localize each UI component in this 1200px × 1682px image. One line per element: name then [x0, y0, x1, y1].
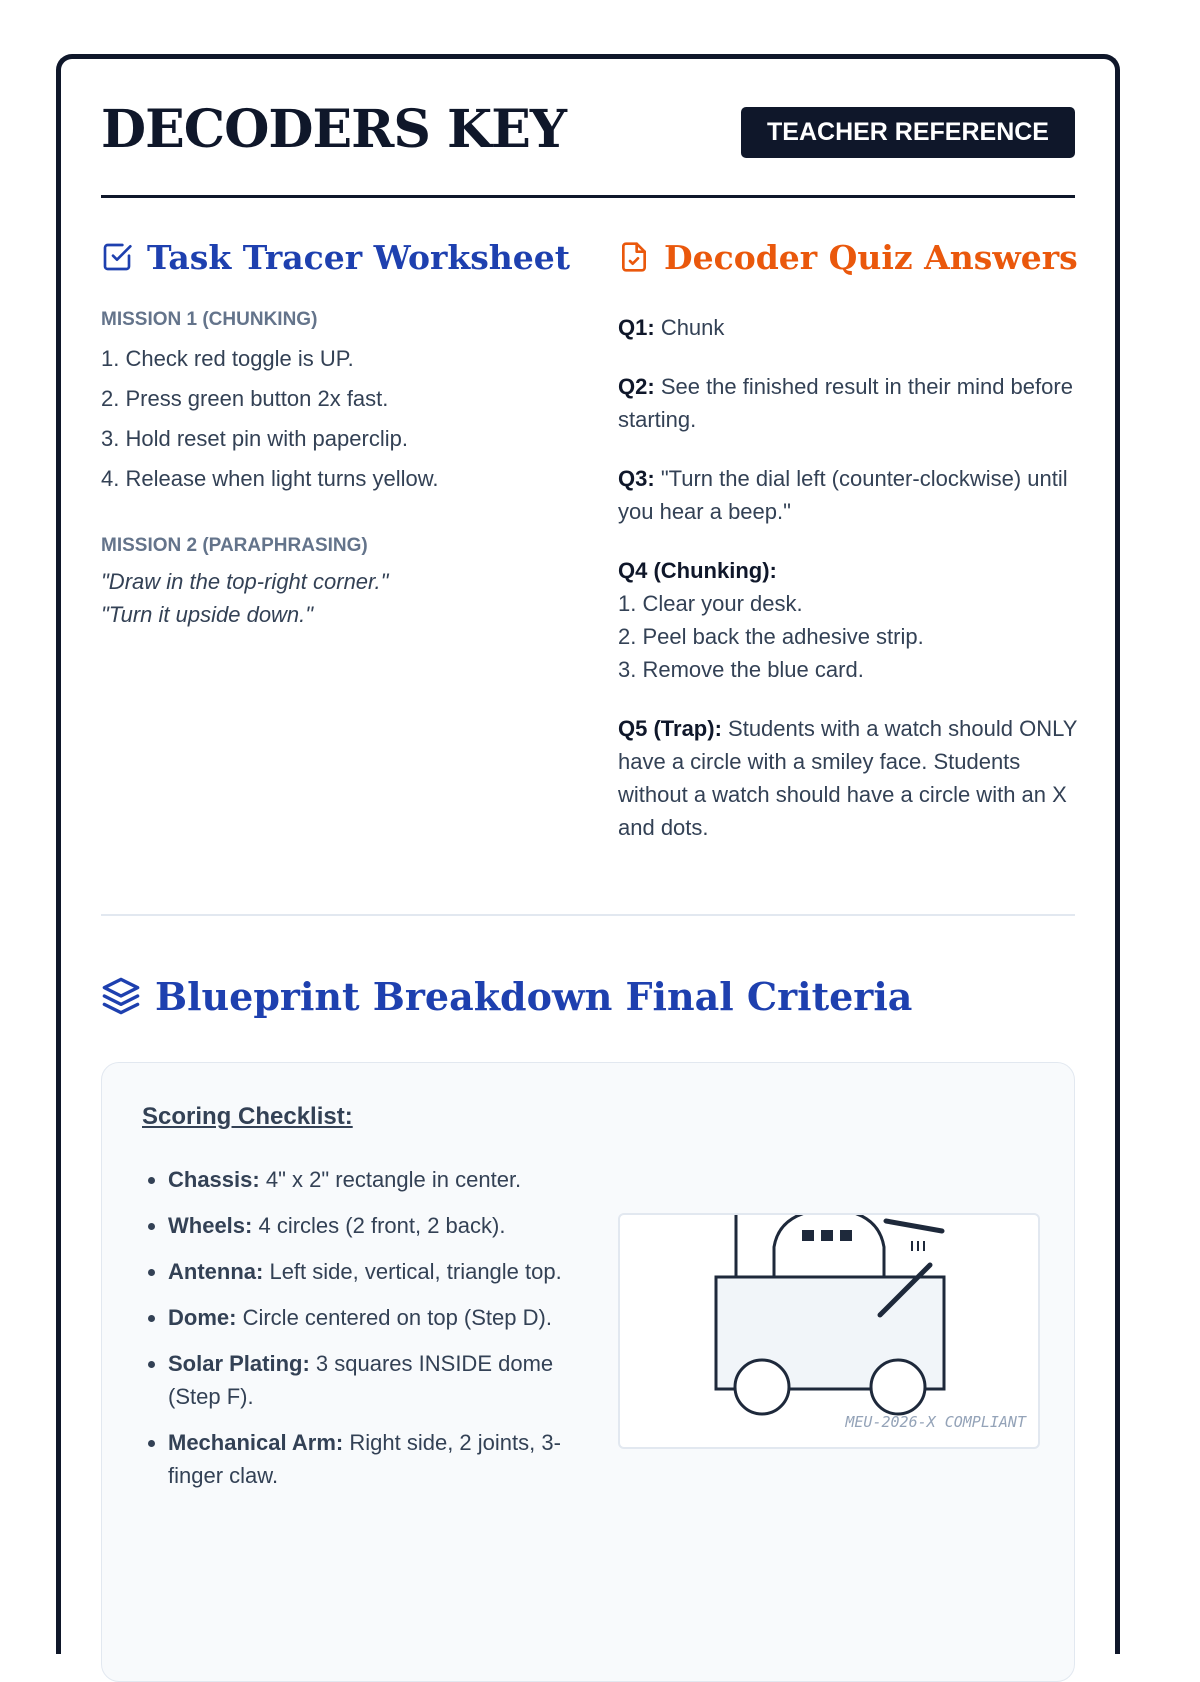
q4-step: 3. Remove the blue card.: [618, 657, 864, 682]
blueprint-heading: [101, 971, 912, 1021]
q2-label: Q2:: [618, 374, 655, 399]
checklist-item-label: Dome:: [168, 1305, 237, 1330]
mission-1-step: 4. Release when light turns yellow.: [101, 466, 439, 491]
checklist-item-text: Right side, 2 joints, 3-finger claw.: [168, 1430, 561, 1488]
task-tracer-heading-text: Task Tracer Worksheet: [147, 237, 571, 277]
q3-text: "Turn the dial left (counter-clockwise) until you hear a beep.": [618, 466, 1068, 524]
q4-label: Q4 (Chunking):: [618, 558, 777, 583]
criteria-box: [101, 1062, 1075, 1682]
quiz-answer-list: [618, 311, 1088, 870]
robot-wheel-front: [735, 1360, 789, 1414]
mission-1-step: 2. Press green button 2x fast.: [101, 386, 389, 411]
solar-plate: [821, 1230, 833, 1241]
q3-label: Q3:: [618, 466, 655, 491]
page-title: DECODERS KEY: [101, 99, 566, 160]
quiz-answers-heading: [618, 235, 1078, 279]
mission-1-step: 1. Check red toggle is UP.: [101, 346, 354, 371]
check-square-icon: [101, 241, 133, 273]
quiz-answer-q5: [618, 712, 1088, 844]
mission-2-quote: "Turn it upside down.": [101, 602, 314, 627]
q2-text: See the finished result in their mind before starting.: [618, 374, 1073, 432]
checklist-item-text: Left side, vertical, triangle top.: [269, 1259, 562, 1284]
checklist-item-label: Mechanical Arm:: [168, 1430, 344, 1455]
checklist-item: [168, 1347, 598, 1413]
checklist-item-label: Chassis:: [168, 1167, 260, 1192]
blueprint-heading-text: Blueprint Breakdown Final Criteria: [155, 973, 913, 1019]
mission-1-label: MISSION 1 (CHUNKING): [101, 309, 318, 330]
teacher-reference-badge: TEACHER REFERENCE: [741, 107, 1075, 158]
checklist-item-text: Circle centered on top (Step D).: [242, 1305, 552, 1330]
q1-label: Q1:: [618, 315, 655, 340]
checklist-item-text: 4" x 2" rectangle in center.: [265, 1167, 522, 1192]
checklist-item-label: Wheels:: [168, 1213, 253, 1238]
scoring-checklist-title: Scoring Checklist:: [142, 1103, 353, 1130]
mission-2-quote: "Draw in the top-right corner.": [101, 569, 389, 594]
q5-label: Q5 (Trap):: [618, 716, 722, 741]
q4-step: 1. Clear your desk.: [618, 591, 803, 616]
quiz-answer-q3: [618, 462, 1088, 528]
mission-1: [101, 309, 439, 499]
q1-text: Chunk: [660, 315, 725, 340]
checklist-item-label: Antenna:: [168, 1259, 264, 1284]
checklist-item-label: Solar Plating:: [168, 1351, 310, 1376]
quiz-answer-q1: [618, 311, 1088, 344]
q5-text: Students with a watch should ONLY have a circle with a smiley face. Students without a watch should have a circle with an X and dots.: [618, 716, 1077, 840]
robot-blueprint-diagram: [618, 1213, 1040, 1449]
mission-2: [101, 535, 388, 631]
quiz-answer-q4: [618, 554, 1088, 686]
checklist-item: [168, 1255, 598, 1288]
q4-step: 2. Peel back the adhesive strip.: [618, 624, 924, 649]
checklist-item: [168, 1163, 598, 1196]
checklist-item: [168, 1209, 598, 1242]
quiz-answers-heading-text: Decoder Quiz Answers: [664, 237, 1078, 277]
checklist-item: [168, 1426, 598, 1492]
mission-2-label: MISSION 2 (PARAPHRASING): [101, 535, 368, 556]
mission-1-step: 3. Hold reset pin with paperclip.: [101, 426, 408, 451]
quiz-answer-q2: [618, 370, 1088, 436]
solar-plate: [840, 1230, 852, 1241]
solar-plate: [802, 1230, 814, 1241]
checklist-item-text: 4 circles (2 front, 2 back).: [258, 1213, 506, 1238]
section-divider: [101, 914, 1075, 916]
layers-icon: [101, 976, 141, 1016]
robot-arm-upper: [886, 1221, 942, 1231]
page-header: [101, 59, 1075, 198]
answer-key-card: [56, 54, 1120, 1654]
compliance-stamp: MEU-2026-X COMPLIANT: [845, 1413, 1026, 1431]
scoring-checklist: [142, 1163, 598, 1505]
checklist-item: [168, 1301, 598, 1334]
robot-dome: [774, 1215, 884, 1277]
robot-wheel-back: [871, 1360, 925, 1414]
file-check-icon: [618, 241, 650, 273]
checklist-item-text: 3 squares INSIDE dome (Step F).: [168, 1351, 554, 1409]
task-tracer-heading: [101, 235, 570, 279]
